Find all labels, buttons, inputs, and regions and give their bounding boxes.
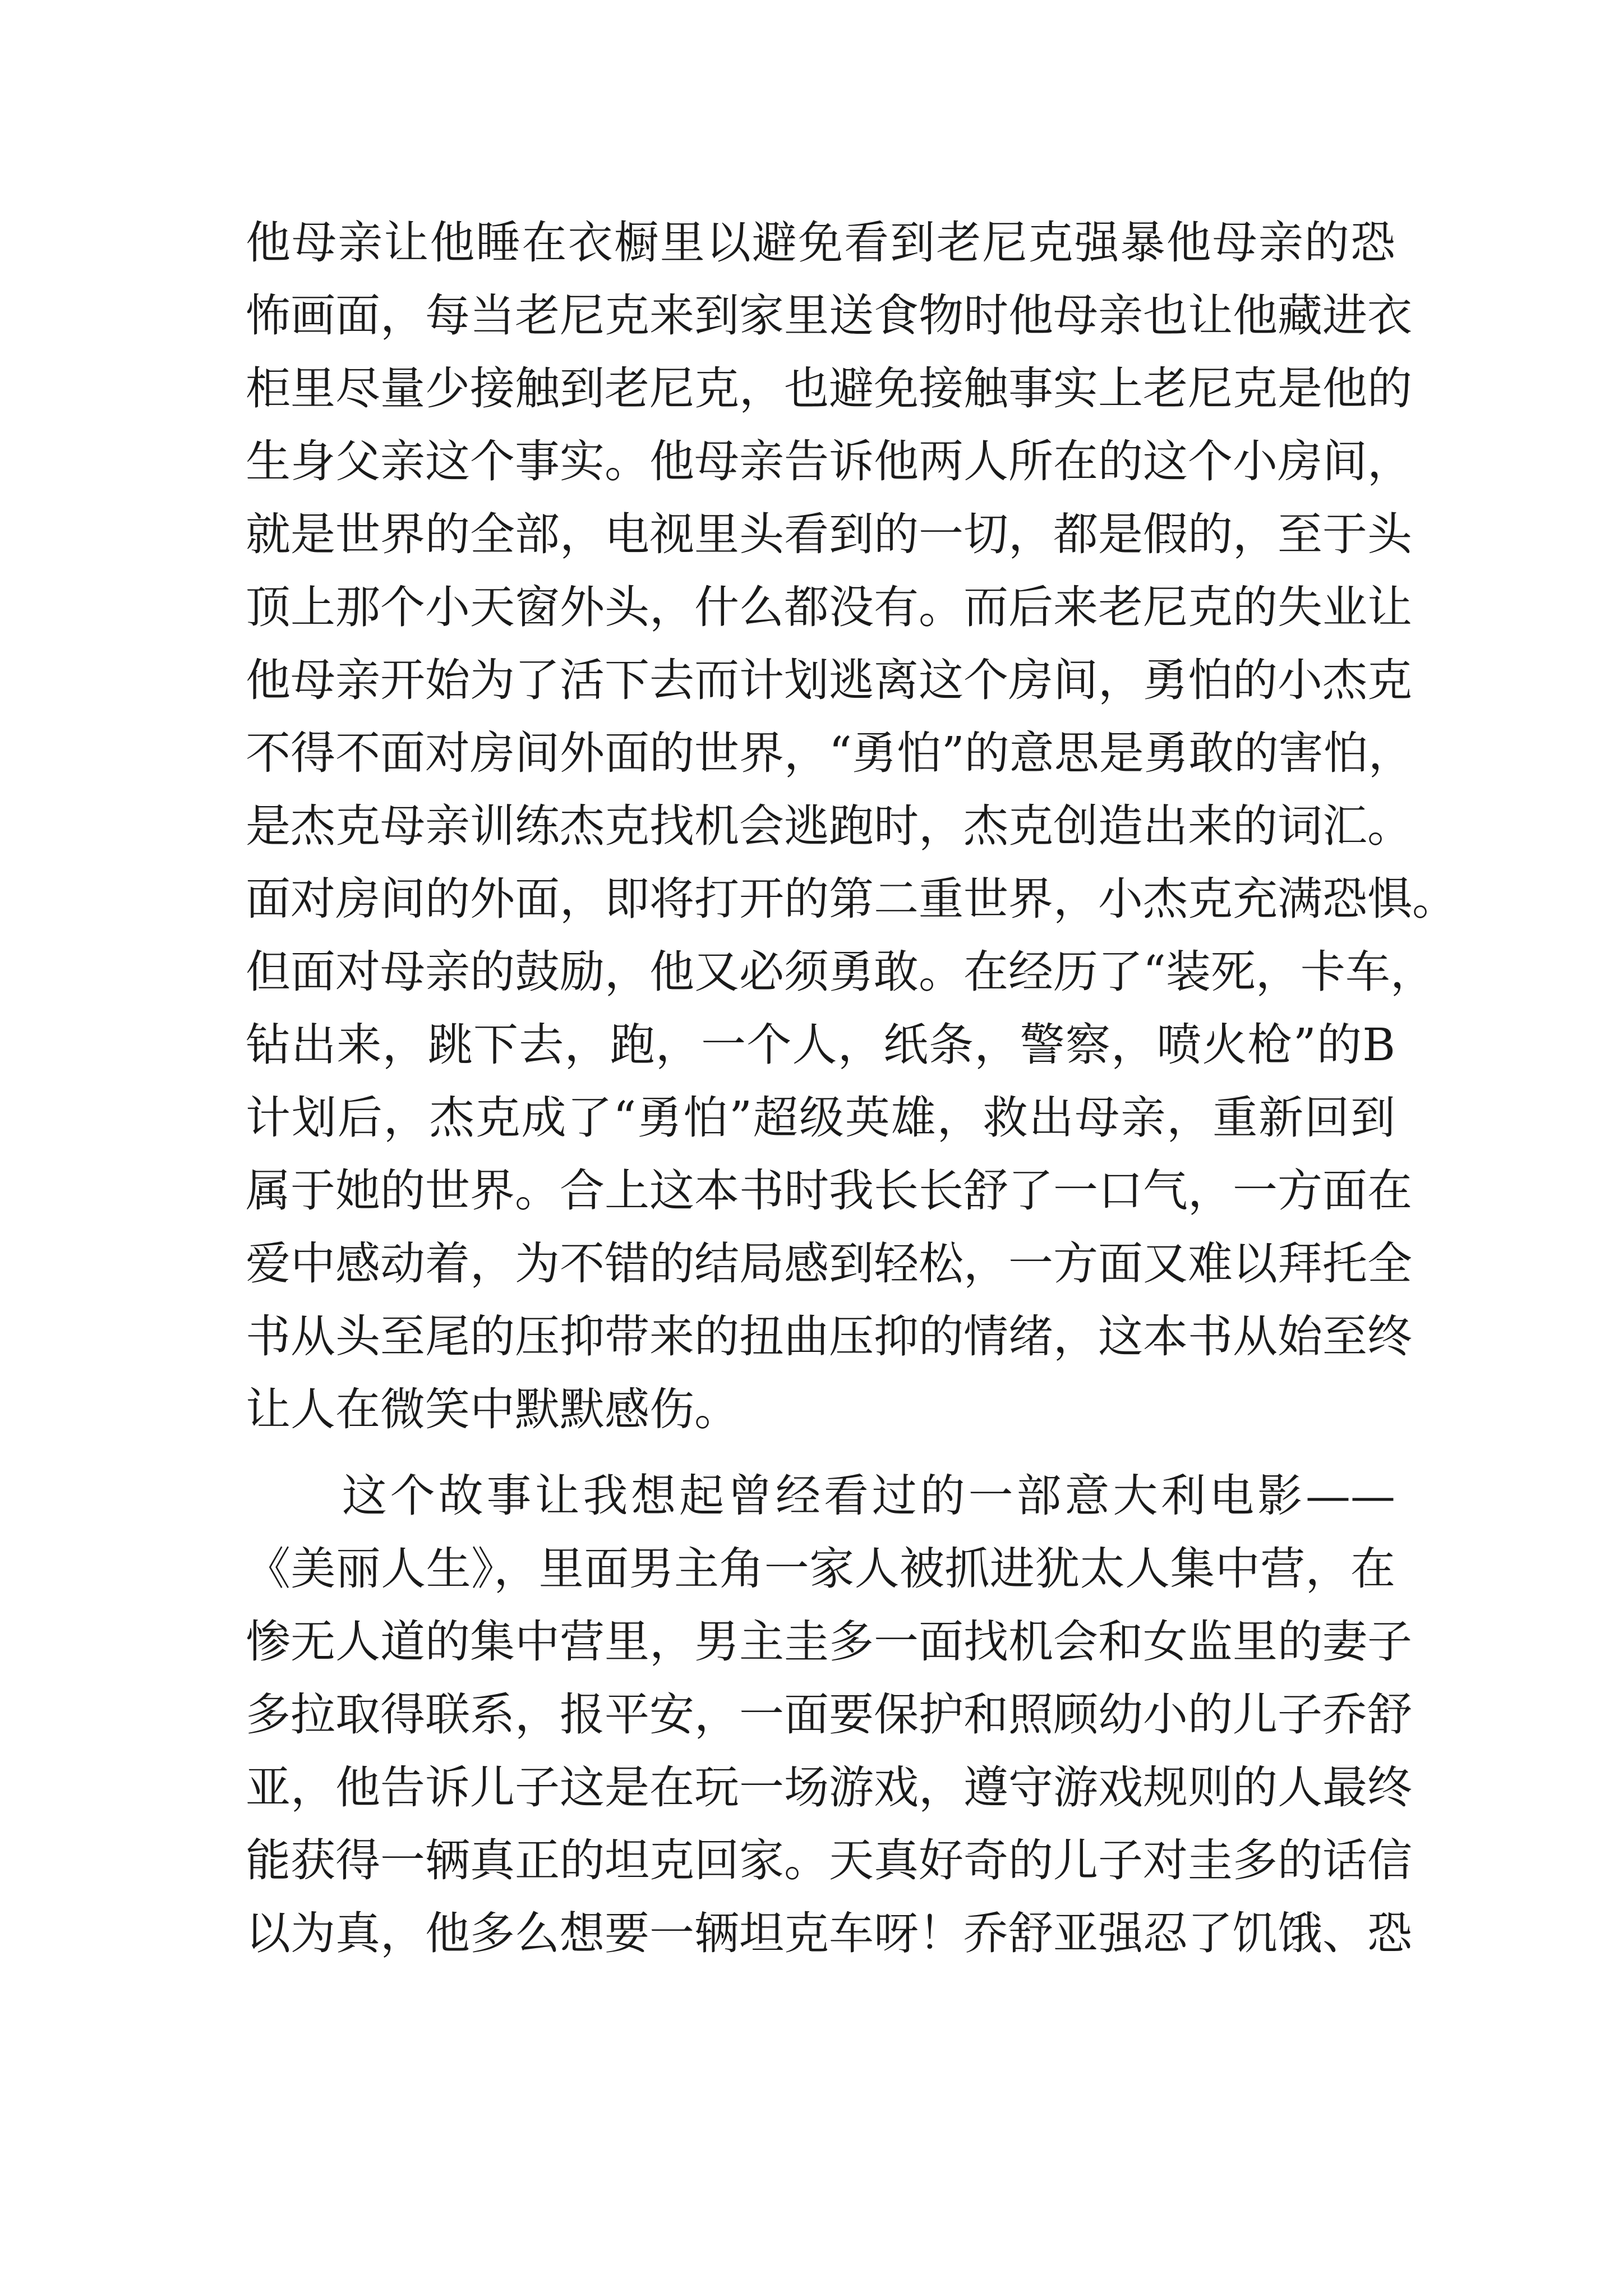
text-line: 但面对母亲的鼓励，他又必须勇敢。在经历了“装死，卡车， <box>246 946 1435 998</box>
text-line: 计划后，杰克成了“勇怕”超级英雄，救出母亲，重新回到 <box>246 1092 1395 1144</box>
document-body <box>246 206 1457 1970</box>
text-line: 亚，他告诉儿子这是在玩一场游戏，遵守游戏规则的人最终 <box>246 1761 1412 1814</box>
text-line: 让人在微笑中默默感伤。 <box>246 1383 739 1435</box>
text-line: 柜里尽量少接触到老尼克，也避免接触事实上老尼克是他的 <box>246 362 1412 415</box>
text-line: 他母亲让他睡在衣橱里以避免看到老尼克强暴他母亲的恐 <box>246 217 1395 269</box>
text-line: 钻出来，跳下去，跑，一个人，纸条，警察，喷火枪”的B <box>246 1019 1395 1071</box>
text-line: 生身父亲这个事实。他母亲告诉他两人所在的这个小房间， <box>246 435 1412 487</box>
text-line: 能获得一辆真正的坦克回家。天真好奇的儿子对圭多的话信 <box>246 1834 1412 1887</box>
text-line: 这个故事让我想起曾经看过的一部意大利电影—— <box>246 1470 1395 1522</box>
text-line: 爱中感动着，为不错的结局感到轻松，一方面又难以拜托全 <box>246 1237 1412 1290</box>
text-line: 属于她的世界。合上这本书时我长长舒了一口气，一方面在 <box>246 1165 1412 1217</box>
text-line: 是杰克母亲训练杰克找机会逃跑时，杰克创造出来的词汇。 <box>246 800 1412 852</box>
paragraph-1 <box>246 206 1457 1446</box>
paragraph-2 <box>246 1460 1412 1970</box>
paragraph-spacer <box>246 1446 1395 1460</box>
text-line: 面对房间的外面，即将打开的第二重世界，小杰克充满恐惧。 <box>246 873 1457 925</box>
text-line: 怖画面，每当老尼克来到家里送食物时他母亲也让他藏进衣 <box>246 289 1412 342</box>
text-line: 他母亲开始为了活下去而计划逃离这个房间，勇怕的小杰克 <box>246 654 1412 706</box>
text-line: 多拉取得联系，报平安，一面要保护和照顾幼小的儿子乔舒 <box>246 1688 1412 1741</box>
text-line: 《美丽人生》，里面男主角一家人被抓进犹太人集中营，在 <box>246 1543 1395 1595</box>
text-line: 以为真，他多么想要一辆坦克车呀！乔舒亚强忍了饥饿、恐 <box>246 1907 1412 1959</box>
text-line: 书从头至尾的压抑带来的扭曲压抑的情绪，这本书从始至终 <box>246 1310 1412 1363</box>
text-line: 惨无人道的集中营里，男主圭多一面找机会和女监里的妻子 <box>246 1616 1412 1668</box>
text-line: 顶上那个小天窗外头，什么都没有。而后来老尼克的失业让 <box>246 581 1412 633</box>
text-line: 就是世界的全部，电视里头看到的一切，都是假的，至于头 <box>246 508 1412 560</box>
text-line: 不得不面对房间外面的世界，“勇怕”的意思是勇敢的害怕， <box>246 727 1413 779</box>
